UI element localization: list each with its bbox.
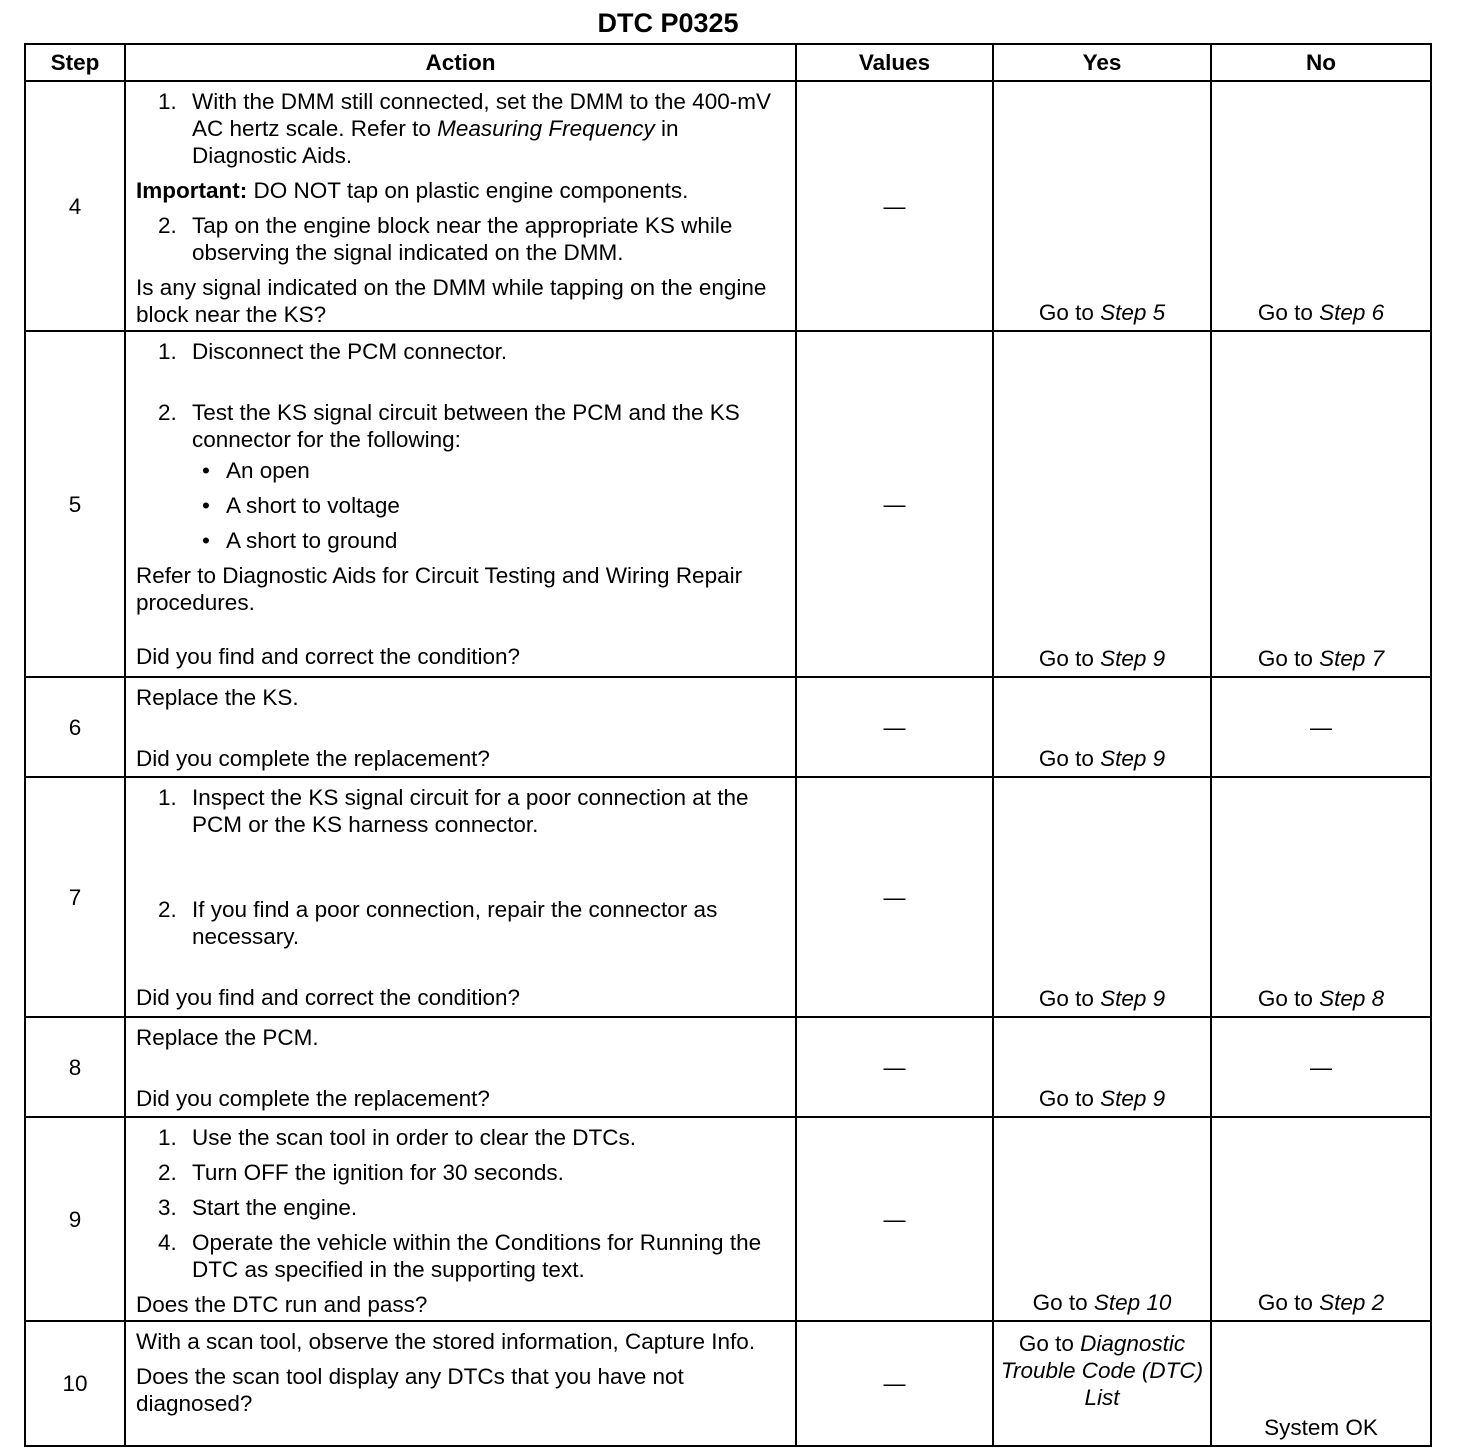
header-step: Step: [25, 44, 125, 81]
action-item: 1. Use the scan tool in order to clear the DTCs.: [158, 1125, 636, 1150]
dtc-table: [24, 43, 1432, 1447]
yes-cell: Go to Step 9: [993, 331, 1211, 677]
action-cell: [125, 1017, 796, 1117]
dtc-list-reference: Diagnostic Trouble Code (DTC) List: [1000, 1331, 1204, 1410]
values-cell: —: [796, 677, 993, 777]
step-number: 7: [25, 777, 125, 1017]
bullet-item: • A short to voltage: [202, 493, 400, 518]
step-number: 9: [25, 1117, 125, 1321]
action-cell: [125, 777, 796, 1017]
step-number: 5: [25, 331, 125, 677]
values-cell: —: [796, 331, 993, 677]
action-text: With a scan tool, observe the stored information, Capture Info.: [136, 1329, 756, 1354]
no-cell: Go to Step 6: [1211, 81, 1431, 331]
action-item: 2. Test the KS signal circuit between the PCM and the KS connector for the following:: [158, 400, 740, 452]
table-row-step-9: [25, 1117, 1431, 1321]
question-text: Did you find and correct the condition?: [136, 644, 520, 669]
action-text: Replace the PCM.: [136, 1025, 319, 1050]
no-cell: System OK: [1211, 1321, 1431, 1446]
header-action: Action: [125, 44, 796, 81]
table-row-step-10: [25, 1321, 1431, 1446]
yes-cell: Go to Diagnostic Trouble Code (DTC) List: [993, 1321, 1211, 1446]
action-item: 1. Inspect the KS signal circuit for a poor connection at the PCM or the KS harness connector.: [158, 785, 749, 837]
question-text: Does the DTC run and pass?: [136, 1292, 428, 1317]
header-yes: Yes: [993, 44, 1211, 81]
action-item: 1. With the DMM still connected, set the DMM to the 400-mV AC hertz scale. Refer to Measuring Frequency in Diagnostic Aids.: [158, 89, 771, 168]
table-row-step-4: [25, 81, 1431, 331]
action-item: 1. Disconnect the PCM connector.: [158, 339, 508, 364]
table-row-step-6: [25, 677, 1431, 777]
header-no: No: [1211, 44, 1431, 81]
question-text: Did you find and correct the condition?: [136, 985, 520, 1010]
table-row-step-8: [25, 1017, 1431, 1117]
no-cell: Go to Step 7: [1211, 331, 1431, 677]
action-cell: [125, 81, 796, 331]
bullet-item: • A short to ground: [202, 528, 398, 553]
table-header-row: [25, 44, 1431, 81]
question-text: Does the scan tool display any DTCs that you have not diagnosed?: [136, 1364, 684, 1416]
page-title: DTC P0325: [597, 8, 739, 38]
no-cell: —: [1211, 1017, 1431, 1117]
action-item: 2. If you find a poor connection, repair the connector as necessary.: [158, 897, 718, 949]
values-cell: —: [796, 1321, 993, 1446]
step-number: 10: [25, 1321, 125, 1446]
yes-cell: Go to Step 10: [993, 1117, 1211, 1321]
action-text: Replace the KS.: [136, 685, 299, 710]
no-cell: Go to Step 8: [1211, 777, 1431, 1017]
step-number: 4: [25, 81, 125, 331]
action-cell: [125, 331, 796, 677]
action-item: 3. Start the engine.: [158, 1195, 358, 1220]
action-cell: [125, 677, 796, 777]
action-item: 2. Tap on the engine block near the appropriate KS while observing the signal indicated on the DMM.: [158, 213, 733, 265]
action-item: 4. Operate the vehicle within the Conditions for Running the DTC as specified in the supporting text.: [158, 1230, 762, 1282]
bullet-item: • An open: [202, 458, 310, 483]
action-cell: [125, 1117, 796, 1321]
table-row-step-7: [25, 777, 1431, 1017]
reference-link-text: Measuring Frequency: [437, 116, 655, 141]
table-row-step-5: [25, 331, 1431, 677]
question-text: Did you complete the replacement?: [136, 1086, 490, 1111]
step-number: 6: [25, 677, 125, 777]
important-note: Important: DO NOT tap on plastic engine components.: [136, 178, 689, 203]
values-cell: —: [796, 1117, 993, 1321]
step-number: 8: [25, 1017, 125, 1117]
no-cell: Go to Step 2: [1211, 1117, 1431, 1321]
header-values: Values: [796, 44, 993, 81]
values-cell: —: [796, 1017, 993, 1117]
action-item: 2. Turn OFF the ignition for 30 seconds.: [158, 1160, 564, 1185]
yes-cell: Go to Step 9: [993, 777, 1211, 1017]
reference-note: Refer to Diagnostic Aids for Circuit Testing and Wiring Repair procedures.: [136, 563, 743, 615]
yes-cell: Go to Step 9: [993, 677, 1211, 777]
values-cell: —: [796, 81, 993, 331]
action-cell: [125, 1321, 796, 1446]
question-text: Did you complete the replacement?: [136, 746, 490, 771]
no-cell: —: [1211, 677, 1431, 777]
yes-cell: Go to Step 9: [993, 1017, 1211, 1117]
values-cell: —: [796, 777, 993, 1017]
question-text: Is any signal indicated on the DMM while tapping on the engine block near the KS?: [136, 275, 767, 327]
yes-cell: Go to Step 5: [993, 81, 1211, 331]
